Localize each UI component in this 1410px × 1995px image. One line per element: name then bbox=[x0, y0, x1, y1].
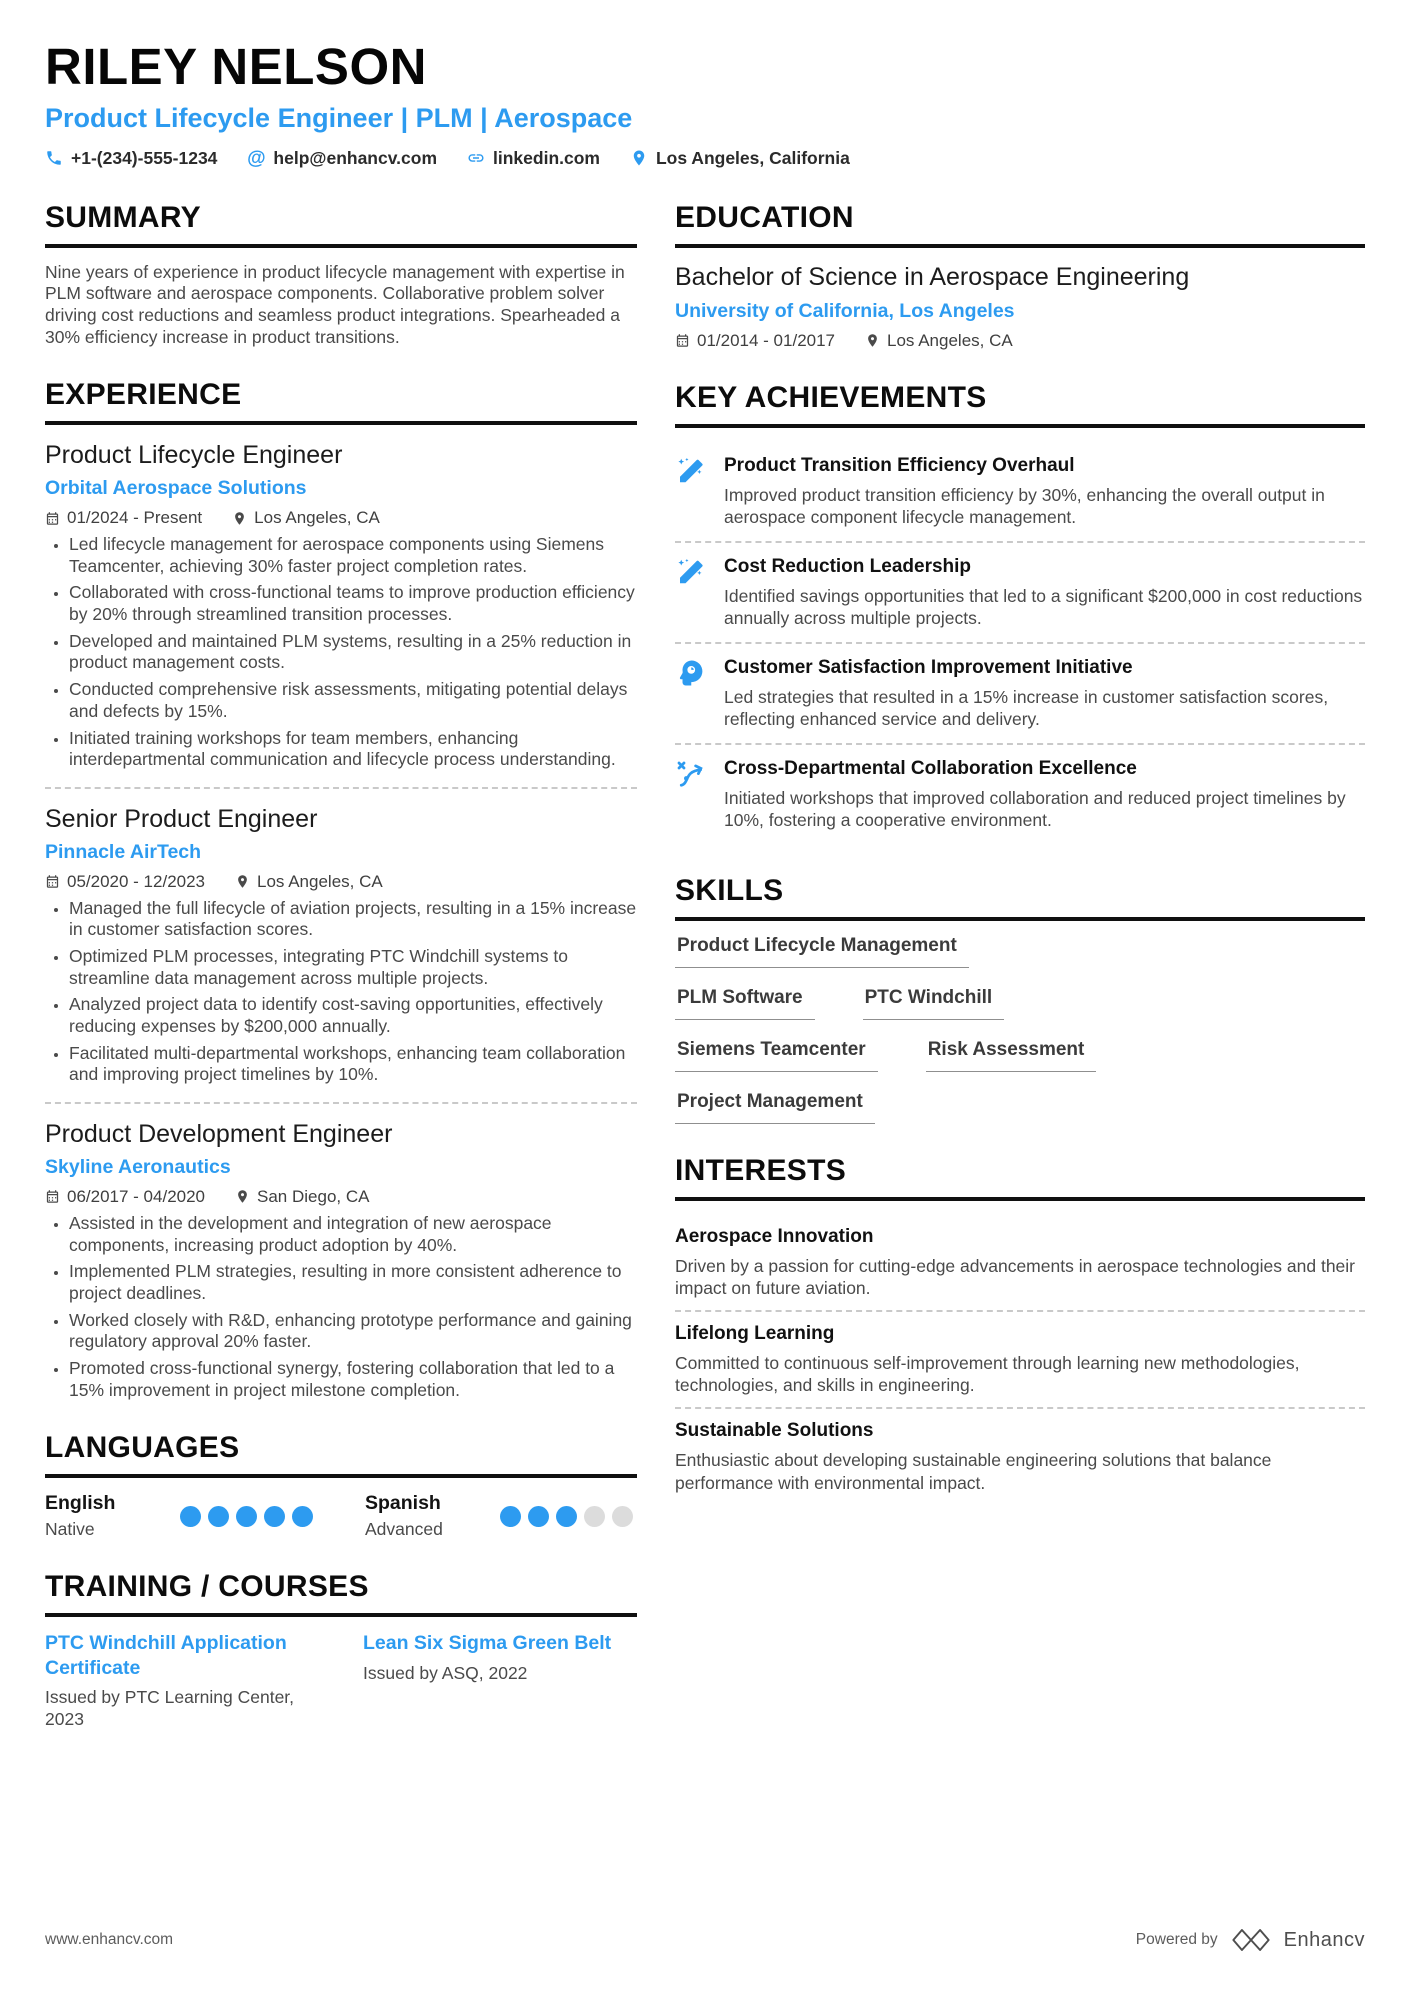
job-dates bbox=[45, 872, 205, 892]
job-bullet: • Initiated training workshops for team members, enhancing interdepartmental communication and lifecycle process understanding. bbox=[69, 728, 637, 771]
skill-item: PLM Software bbox=[675, 987, 815, 1020]
job-bullets bbox=[45, 898, 637, 1087]
interests-section bbox=[675, 1154, 1365, 1505]
proficiency-dot bbox=[500, 1506, 521, 1527]
proficiency-dot bbox=[264, 1506, 285, 1527]
magic-wand-icon bbox=[675, 555, 709, 630]
powered-by-label: Powered by bbox=[1135, 1931, 1218, 1948]
contact-website-text: linkedin.com bbox=[493, 147, 600, 168]
skill-item: PTC Windchill bbox=[863, 987, 1005, 1020]
job-bullet: • Optimized PLM processes, integrating PTC Windchill systems to streamline data management across multiple projects. bbox=[69, 946, 637, 989]
proficiency-dot bbox=[556, 1506, 577, 1527]
proficiency-dot bbox=[584, 1506, 605, 1527]
contact-location-text: Los Angeles, California bbox=[655, 147, 850, 168]
experience-entry bbox=[45, 787, 637, 1086]
interest-item bbox=[675, 1409, 1365, 1504]
job-location bbox=[232, 508, 380, 528]
job-meta bbox=[45, 508, 637, 528]
skills-heading: SKILLS bbox=[675, 874, 1365, 921]
magic-wand-icon bbox=[675, 454, 709, 529]
course-issuer: Issued by PTC Learning Center, 2023 bbox=[45, 1687, 295, 1730]
pin-icon bbox=[865, 333, 880, 348]
job-location-text: Los Angeles, CA bbox=[257, 871, 383, 891]
contact-email-text: help@enhancv.com bbox=[273, 147, 438, 168]
job-location bbox=[235, 1187, 369, 1207]
achievement-title: Product Transition Efficiency Overhaul bbox=[724, 454, 1075, 476]
interest-title: Sustainable Solutions bbox=[675, 1420, 874, 1442]
skill-item: Risk Assessment bbox=[926, 1039, 1097, 1072]
achievement-title: Cross-Departmental Collaboration Excellence bbox=[724, 757, 1137, 779]
mind-icon bbox=[675, 656, 709, 731]
achievement-text: Improved product transition efficiency by 30%, enhancing the overall output in aerospace component lifecycle management. bbox=[724, 484, 1325, 528]
job-bullets bbox=[45, 534, 637, 771]
job-company: Pinnacle AirTech bbox=[45, 840, 202, 863]
job-bullet: • Facilitated multi-departmental workshops, enhancing team collaboration and improving project timelines by 10%. bbox=[69, 1043, 637, 1086]
contact-phone[interactable] bbox=[45, 148, 217, 169]
education-dates bbox=[675, 331, 835, 351]
experience-entry bbox=[45, 1102, 637, 1401]
calendar-icon bbox=[45, 1189, 60, 1204]
achievement-title: Cost Reduction Leadership bbox=[724, 555, 972, 577]
experience-entry bbox=[45, 439, 637, 771]
languages-heading: LANGUAGES bbox=[45, 1431, 637, 1478]
person-name: RILEY NELSON bbox=[45, 38, 427, 95]
phone-icon bbox=[45, 149, 63, 167]
job-bullet: • Promoted cross-functional synergy, fostering collaboration that led to a 15% improvement in project milestone completion. bbox=[69, 1358, 637, 1401]
language-name: English bbox=[45, 1492, 116, 1515]
course-title: PTC Windchill Application Certificate bbox=[45, 1632, 287, 1679]
job-bullet: • Worked closely with R&D, enhancing prototype performance and gaining regulatory approval 20% faster. bbox=[69, 1310, 637, 1353]
interests-heading: INTERESTS bbox=[675, 1154, 1365, 1201]
interest-text: Committed to continuous self-improvement through learning new methodologies, technologies, and skills in engineering. bbox=[675, 1353, 1300, 1396]
proficiency-dot bbox=[612, 1506, 633, 1527]
proficiency-dot bbox=[528, 1506, 549, 1527]
contact-row bbox=[45, 148, 1365, 169]
job-bullet: • Developed and maintained PLM systems, resulting in a 25% reduction in product management costs. bbox=[69, 631, 637, 674]
achievement-text: Identified savings opportunities that led to a significant $200,000 in cost reductions annually across multiple projects. bbox=[724, 585, 1363, 629]
proficiency-dot bbox=[236, 1506, 257, 1527]
job-title: Product Lifecycle Engineer bbox=[45, 441, 343, 470]
interest-text: Enthusiastic about developing sustainable engineering solutions that balance performance with environmental impact. bbox=[675, 1450, 1272, 1493]
experience-heading: EXPERIENCE bbox=[45, 378, 637, 425]
education-dates-text: 01/2014 - 01/2017 bbox=[697, 330, 836, 350]
proficiency-dot bbox=[292, 1506, 313, 1527]
job-title: Product Development Engineer bbox=[45, 1120, 393, 1149]
training-section bbox=[45, 1570, 637, 1731]
contact-website[interactable] bbox=[467, 148, 600, 169]
job-bullet: • Conducted comprehensive risk assessments, mitigating potential delays and defects by 15%. bbox=[69, 679, 637, 722]
language-name: Spanish bbox=[365, 1492, 441, 1515]
contact-location bbox=[630, 148, 850, 169]
pin-icon bbox=[235, 1189, 250, 1204]
contact-phone-text: +1-(234)-555-1234 bbox=[71, 147, 218, 168]
enhancv-logo-icon bbox=[1230, 1927, 1272, 1953]
job-bullet: • Led lifecycle management for aerospace components using Siemens Teamcenter, achieving 30% faster project completion rates. bbox=[69, 534, 637, 577]
calendar-icon bbox=[45, 511, 60, 526]
job-meta bbox=[45, 1187, 637, 1207]
course-item bbox=[363, 1631, 637, 1731]
job-dates-text: 06/2017 - 04/2020 bbox=[67, 1186, 206, 1206]
language-item bbox=[365, 1492, 637, 1540]
job-dates bbox=[45, 1187, 205, 1207]
language-level: Native bbox=[45, 1519, 95, 1540]
job-title: Senior Product Engineer bbox=[45, 804, 318, 833]
resume-header bbox=[45, 40, 1365, 169]
job-bullet: • Managed the full lifecycle of aviation projects, resulting in a 15% increase in customer satisfaction scores. bbox=[69, 898, 637, 941]
education-section bbox=[675, 201, 1365, 351]
footer-site-url[interactable]: www.enhancv.com bbox=[45, 1931, 174, 1948]
skill-item: Product Lifecycle Management bbox=[675, 935, 969, 968]
summary-text: Nine years of experience in product lifecycle management with expertise in PLM software and aerospace components. Collaborative problem solver driving cost reductions and seamless product integrations. Spearheaded a 30% efficiency increase in product transitions. bbox=[45, 261, 625, 347]
education-location bbox=[865, 331, 1013, 351]
achievement-item bbox=[675, 644, 1365, 745]
degree-title: Bachelor of Science in Aerospace Engineering bbox=[675, 262, 1190, 291]
language-proficiency-dots bbox=[180, 1506, 313, 1527]
proficiency-dot bbox=[180, 1506, 201, 1527]
languages-section bbox=[45, 1431, 637, 1540]
page-footer bbox=[45, 1927, 1365, 1953]
skill-item: Project Management bbox=[675, 1091, 875, 1124]
summary-section bbox=[45, 201, 637, 349]
language-item bbox=[45, 1492, 317, 1540]
job-location-text: Los Angeles, CA bbox=[254, 508, 380, 528]
education-location-text: Los Angeles, CA bbox=[887, 330, 1013, 350]
person-headline: Product Lifecycle Engineer | PLM | Aerospace bbox=[45, 102, 633, 133]
education-meta bbox=[675, 331, 1365, 351]
job-dates-text: 05/2020 - 12/2023 bbox=[67, 871, 206, 891]
link-icon bbox=[467, 149, 485, 167]
right-column bbox=[675, 201, 1365, 1761]
course-issuer: Issued by ASQ, 2022 bbox=[363, 1662, 528, 1683]
achievements-section bbox=[675, 381, 1365, 844]
experience-section bbox=[45, 378, 637, 1401]
pin-icon bbox=[232, 511, 247, 526]
job-bullet: • Assisted in the development and integration of new aerospace components, increasing product adoption by 40%. bbox=[69, 1213, 637, 1256]
contact-email[interactable] bbox=[247, 148, 437, 169]
email-at-icon: @ bbox=[247, 147, 266, 169]
skills-section bbox=[675, 874, 1365, 1124]
achievement-item bbox=[675, 543, 1365, 644]
job-company: Orbital Aerospace Solutions bbox=[45, 477, 307, 500]
course-item bbox=[45, 1631, 319, 1731]
language-level: Advanced bbox=[365, 1519, 443, 1540]
job-bullets bbox=[45, 1213, 637, 1402]
interest-item bbox=[675, 1312, 1365, 1409]
interest-title: Lifelong Learning bbox=[675, 1323, 835, 1345]
proficiency-dot bbox=[208, 1506, 229, 1527]
education-heading: EDUCATION bbox=[675, 201, 1365, 248]
enhancv-brand-text[interactable]: Enhancv bbox=[1283, 1928, 1365, 1951]
achievement-title: Customer Satisfaction Improvement Initiative bbox=[724, 656, 1133, 678]
language-proficiency-dots bbox=[500, 1506, 633, 1527]
job-bullet: • Implemented PLM strategies, resulting in more consistent adherence to project deadlines. bbox=[69, 1261, 637, 1304]
interest-title: Aerospace Innovation bbox=[675, 1225, 874, 1247]
job-dates bbox=[45, 508, 202, 528]
achievement-text: Initiated workshops that improved collaboration and reduced project timelines by 10%, fostering a cooperative environment. bbox=[724, 787, 1346, 831]
location-pin-icon bbox=[630, 149, 648, 167]
route-icon bbox=[675, 757, 709, 832]
job-dates-text: 01/2024 - Present bbox=[67, 508, 203, 528]
training-heading: TRAINING / COURSES bbox=[45, 1570, 637, 1617]
achievement-item bbox=[675, 745, 1365, 844]
achievement-text: Led strategies that resulted in a 15% increase in customer satisfaction scores, reflecting enhanced service and delivery. bbox=[724, 686, 1329, 730]
achievements-heading: KEY ACHIEVEMENTS bbox=[675, 381, 1365, 428]
skill-item: Siemens Teamcenter bbox=[675, 1039, 878, 1072]
job-bullet: • Analyzed project data to identify cost-saving opportunities, effectively reducing expenses by $200,000 annually. bbox=[69, 994, 637, 1037]
interest-item bbox=[675, 1215, 1365, 1312]
job-company: Skyline Aeronautics bbox=[45, 1155, 231, 1178]
achievement-item bbox=[675, 442, 1365, 543]
calendar-icon bbox=[675, 333, 690, 348]
calendar-icon bbox=[45, 874, 60, 889]
summary-heading: SUMMARY bbox=[45, 201, 637, 248]
job-bullet: • Collaborated with cross-functional teams to improve production efficiency by 20% through streamlined transition processes. bbox=[69, 582, 637, 625]
interest-text: Driven by a passion for cutting-edge advancements in aerospace technologies and their impact on future aviation. bbox=[675, 1255, 1355, 1298]
pin-icon bbox=[235, 874, 250, 889]
job-location-text: San Diego, CA bbox=[257, 1186, 370, 1206]
course-title: Lean Six Sigma Green Belt bbox=[363, 1632, 612, 1655]
left-column bbox=[45, 201, 637, 1761]
school-name: University of California, Los Angeles bbox=[675, 299, 1015, 322]
job-location bbox=[235, 872, 383, 892]
job-meta bbox=[45, 872, 637, 892]
